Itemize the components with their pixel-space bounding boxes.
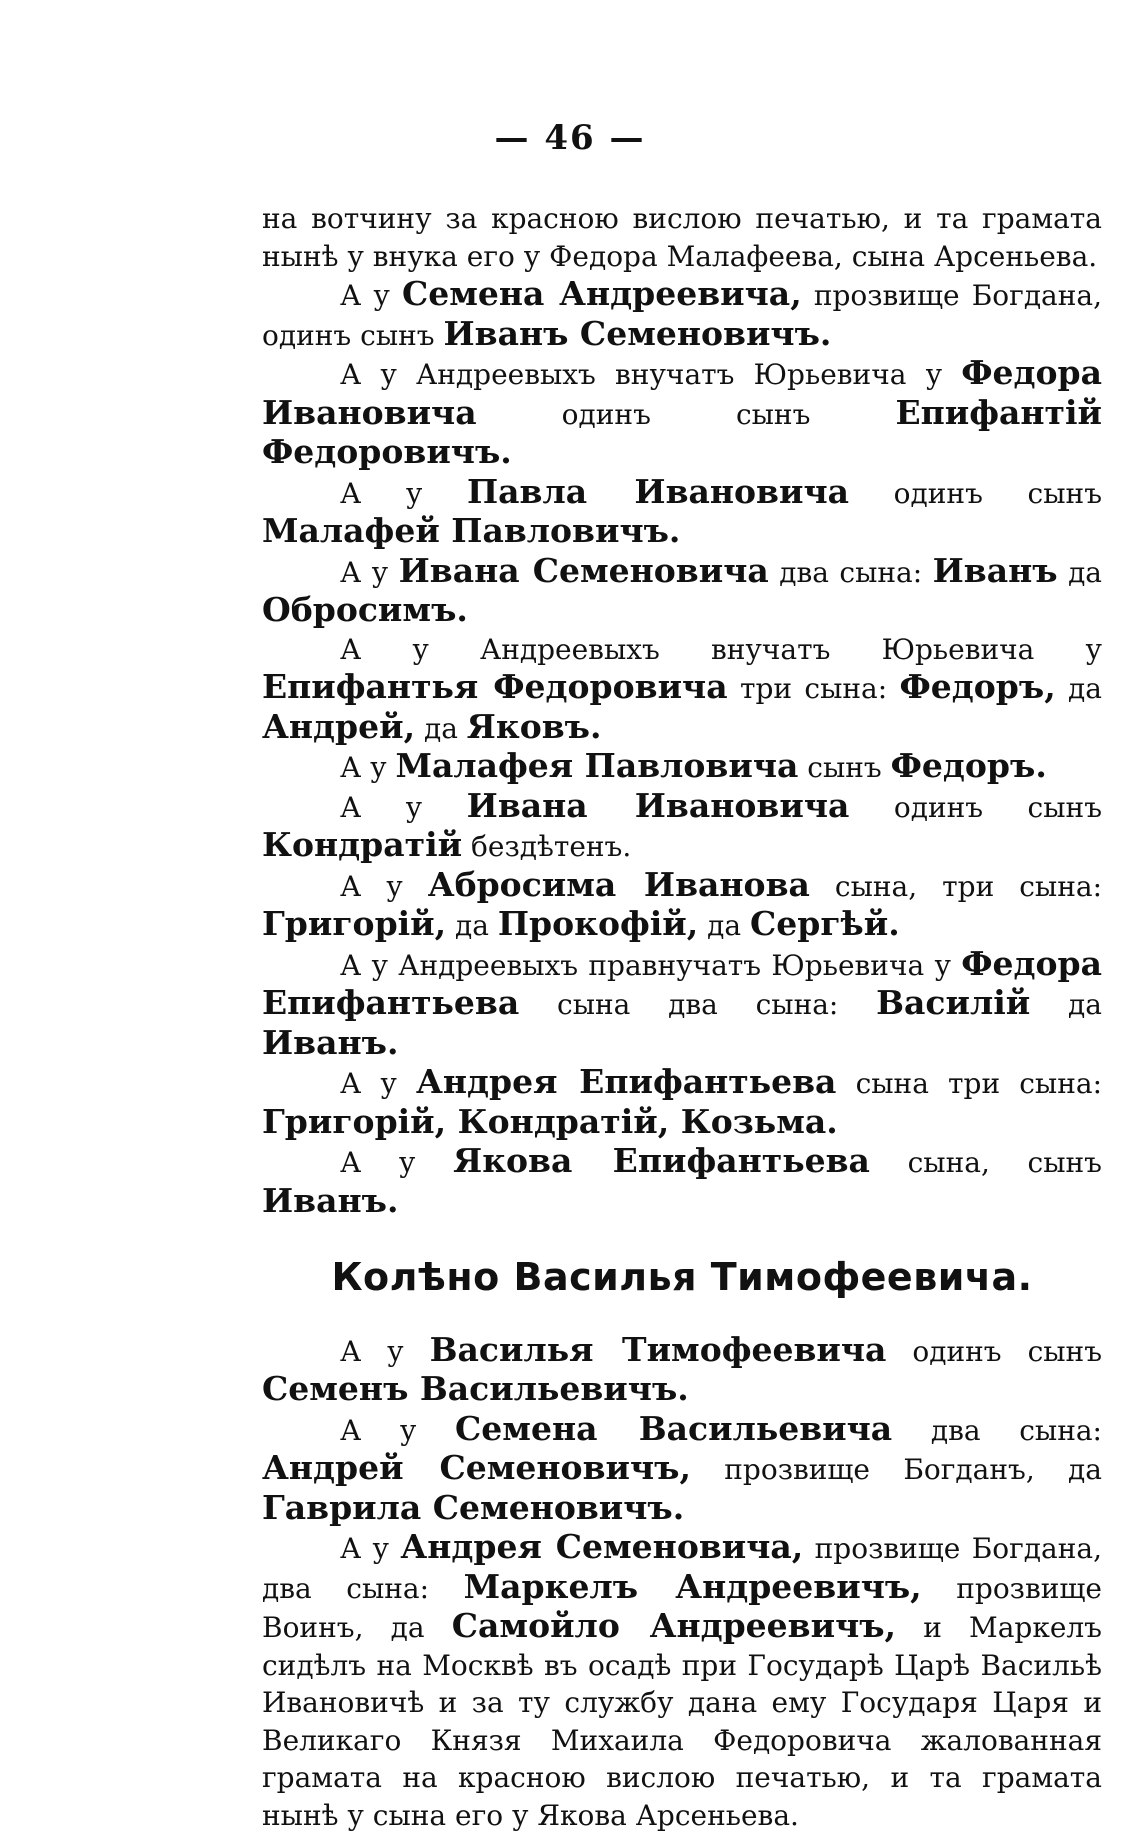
body-text: прозвище Богданъ, да — [690, 1453, 1102, 1486]
bold-name-text: Иванъ. — [262, 1022, 399, 1062]
body-text: прозвище Воинъ, да — [262, 1571, 1102, 1644]
bold-name-text: Сергѣй. — [749, 904, 900, 943]
body-text: сынъ — [798, 751, 891, 784]
bold-name-text: Якова Епифантьева — [453, 1141, 870, 1180]
bold-name-text: Малафей Павловичъ. — [262, 511, 681, 550]
bold-name-text: Епифантій Федоровичъ. — [262, 392, 1102, 471]
paragraph — [262, 1528, 1102, 1834]
bold-name-text: Кондратій — [262, 825, 463, 864]
body-text: одинъ сынъ — [886, 1334, 1103, 1368]
body-text: да — [698, 909, 750, 942]
body-text: А у Андреевыхъ внучатъ Юрьевича у — [340, 632, 1102, 666]
bold-name-text: Обросимъ. — [262, 590, 468, 629]
bold-name-text: Андрей, — [262, 706, 416, 746]
paragraph — [262, 945, 1102, 1064]
paragraph — [262, 1063, 1102, 1142]
bold-name-text: Ивана Семеновича — [398, 550, 769, 590]
paragraph — [262, 787, 1102, 866]
body-text: А у — [340, 476, 468, 510]
body-text: прозвище Богдана, одинъ сынъ — [262, 279, 1103, 352]
body-text: А у — [340, 751, 396, 784]
bold-name-text: Гаврила Семеновичъ. — [262, 1487, 685, 1527]
bold-name-text: Иванъ — [932, 550, 1058, 590]
body-text: и Маркелъ сидѣлъ на Москвѣ въ осадѣ при Государѣ Царѣ Васильѣ Ивановичѣ и за ту службу дана ему Государя Царя и Великаго Князя Михаила Федоровича жалованная грамата на красною вислою печатью, и та грамата нынѣ у сына его у Якова Арсеньева. — [262, 1611, 1102, 1832]
bold-name-text: Ивана Ивановича — [466, 785, 850, 825]
text-block — [262, 200, 1102, 1834]
body-text: А у — [340, 1067, 416, 1100]
body-text: одинъ сынъ — [476, 397, 896, 431]
bold-name-text: Семена Андреевича, — [401, 274, 802, 313]
bold-name-text: Маркелъ Андреевичъ, — [463, 1566, 922, 1606]
body-text: А у — [340, 1413, 456, 1447]
paragraph — [262, 631, 1102, 748]
body-text: прозвище Богдана, два сына: — [262, 1532, 1102, 1605]
bold-name-text: Иванъ Семеновичъ. — [443, 313, 832, 353]
body-text: да — [415, 711, 467, 745]
body-text: сына три сына: — [836, 1067, 1103, 1100]
bold-name-text: Иванъ. — [262, 1180, 399, 1220]
paragraph — [262, 473, 1102, 552]
body-text: да — [1055, 672, 1102, 705]
bold-name-text: Малафея Павловича — [395, 746, 799, 785]
paragraph — [262, 275, 1102, 354]
body-text: А у — [340, 790, 467, 824]
body-text: А у — [340, 869, 428, 903]
body-text: сына, сынъ — [869, 1146, 1102, 1179]
bold-name-text: Василья Тимофеевича — [429, 1329, 887, 1369]
section-heading: Колѣно Василья Тимофеевича. — [331, 1255, 1033, 1299]
body-text: да — [446, 909, 498, 942]
bold-name-text: Федора Епифантьева — [262, 943, 1102, 1022]
bold-name-text: Василій — [876, 983, 1031, 1022]
body-text: да — [1057, 555, 1102, 589]
paragraph — [262, 747, 1102, 787]
bold-name-text: Семенъ Васильевичъ. — [262, 1369, 689, 1408]
bold-name-text: Прокофій, — [497, 904, 699, 943]
body-text: одинъ сынъ — [849, 476, 1103, 510]
body-text: А у — [340, 1532, 401, 1565]
body-text: два сына: — [892, 1413, 1102, 1447]
body-text: бездѣтенъ. — [462, 830, 632, 863]
body-text: сына, три сына: — [809, 869, 1102, 903]
body-text: два сына: — [768, 555, 933, 589]
bold-name-text: Самойло Андреевичъ, — [451, 1606, 897, 1645]
paragraph — [262, 866, 1102, 945]
bold-name-text: Яковъ. — [466, 706, 602, 746]
body-text: А у — [340, 279, 402, 312]
body-text: да — [1030, 988, 1102, 1021]
bold-name-text: Епифантья Федоровича — [262, 667, 728, 706]
paragraph — [262, 1410, 1102, 1529]
bold-name-text: Абросима Иванова — [427, 864, 810, 904]
body-text: А у — [340, 555, 399, 589]
paragraphs-before-heading — [262, 200, 1102, 1221]
bold-name-text: Григорій, Кондратій, Козьма. — [262, 1101, 838, 1141]
paragraph — [262, 552, 1102, 631]
bold-name-text: Федора Ивановича — [262, 353, 1102, 432]
bold-name-text: Андрея Семеновича, — [400, 1527, 804, 1566]
paragraph — [262, 354, 1102, 473]
bold-name-text: Семена Васильевича — [455, 1408, 893, 1448]
body-text: три сына: — [727, 672, 900, 705]
body-text: А у — [340, 1146, 454, 1179]
paragraphs-after-heading — [262, 1331, 1102, 1835]
body-text: на вотчину за красною вислою печатью, и та грамата нынѣ у внука его у Федора Малафеева, сына Арсеньева. — [262, 202, 1102, 273]
bold-name-text: Федоръ, — [899, 667, 1056, 706]
bold-name-text: Андрея Епифантьева — [415, 1062, 837, 1101]
body-text: А у Андреевыхъ внучатъ Юрьевича у — [340, 358, 962, 391]
page-number: — 46 — — [494, 118, 646, 158]
body-text: А у Андреевыхъ правнучатъ Юрьевича у — [340, 948, 962, 982]
body-text: сына два сына: — [519, 988, 877, 1021]
bold-name-text: Павла Ивановича — [467, 471, 849, 511]
paragraph — [262, 200, 1102, 275]
body-text: А у — [340, 1334, 430, 1368]
bold-name-text: Федоръ. — [890, 746, 1047, 785]
bold-name-text: Григорій, — [262, 904, 447, 943]
paragraph — [262, 1331, 1102, 1410]
paragraph — [262, 1142, 1102, 1221]
body-text: одинъ сынъ — [849, 790, 1103, 824]
bold-name-text: Андрей Семеновичъ, — [262, 1448, 691, 1487]
